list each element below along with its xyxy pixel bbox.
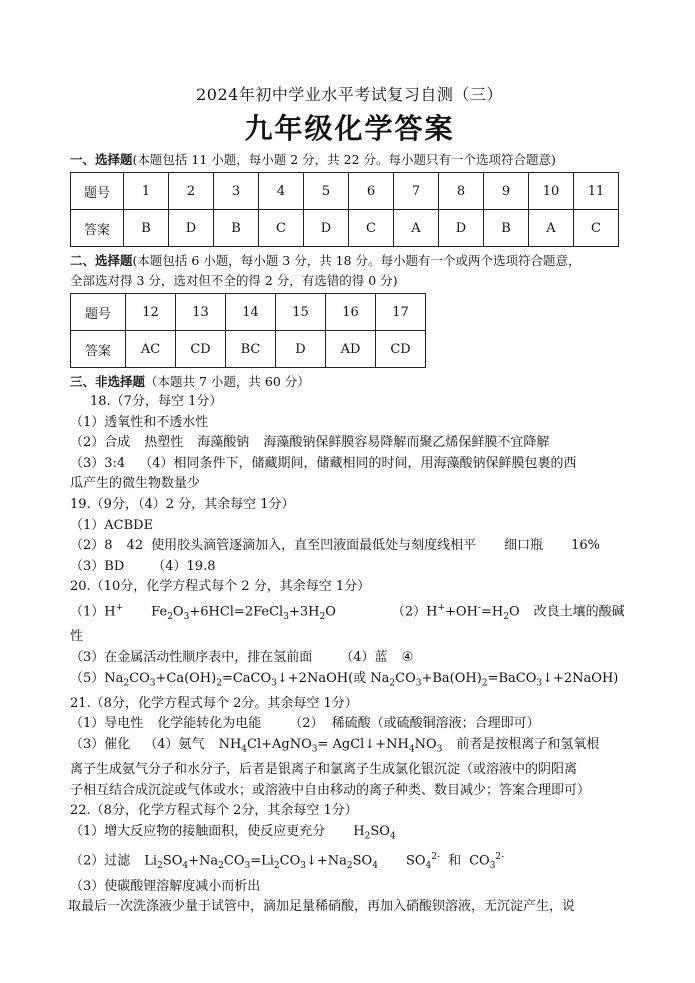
q19-line-1: （1）ACBDE (70, 517, 154, 533)
row-label-answer: 答案 (71, 210, 124, 247)
q21-formula: Cl+AgNO (247, 737, 312, 753)
q18-line-2 (70, 433, 629, 454)
section3-desc: （本题共 7 小题，共 60 分） (145, 374, 310, 389)
answer-cell: B (484, 210, 529, 247)
q22-line-3: （3）使碳酸锂溶解度减小而析出 (70, 878, 261, 894)
q22-formula: 4 (372, 861, 378, 872)
answer-cell: B (214, 210, 259, 247)
question-number: 1 (124, 173, 169, 210)
table-row (71, 210, 619, 247)
q20-answer: （3）在金属活动性顺序表中，排在氢前面 (70, 650, 313, 666)
q21-answer: （4）氨气 (144, 737, 205, 753)
answer-cell: CD (376, 331, 426, 368)
q22-formula: 2 (273, 861, 280, 872)
q22-formula: 3 (244, 861, 251, 872)
q20-formula: =BaCO (487, 670, 537, 686)
exam-title: 2024年初中学业水平考试复习自测（三） (196, 85, 503, 104)
q19-line-2 (70, 536, 629, 557)
q20-line-2: 性 (70, 629, 84, 645)
q22-formula: 2- (495, 852, 505, 863)
q21-answer: 化学能转化为电能 (157, 716, 262, 732)
q20-formula: 2 (123, 678, 130, 689)
question-number: 7 (394, 173, 439, 210)
q22-formula: 2 (346, 861, 353, 872)
q22-line-1 (70, 822, 629, 847)
q22-formula: =Li (250, 853, 274, 869)
q19-answer: 42 (126, 538, 144, 554)
q20-line-4 (70, 669, 629, 694)
q22-line-2 (70, 847, 629, 877)
table-row (71, 331, 426, 368)
q20-formula: 2 (167, 611, 173, 622)
q20-formula: =H (480, 604, 504, 620)
q20-title: 20.（10分，化学方程式每个 2 分，其余每空 1分） (70, 579, 371, 595)
q20-formula: 3 (536, 678, 543, 689)
q22-formula: SO (162, 853, 183, 869)
q20-formula: =CaCO (221, 670, 272, 686)
q20-formula: 2 (481, 678, 488, 689)
q21-answer: （3）催化 (70, 737, 131, 753)
answer-cell: C (259, 210, 304, 247)
q22-formula: SO (352, 853, 373, 869)
question-number: 14 (226, 294, 276, 331)
question-number: 3 (214, 173, 259, 210)
question-number: 17 (376, 294, 426, 331)
q20-formula: +6HCl=2FeCl (189, 604, 284, 620)
q20-formula: Fe (151, 604, 168, 620)
answer-cell: A (394, 210, 439, 247)
q20-formula: 3 (283, 611, 289, 622)
q22-formula: CO (279, 853, 301, 869)
answer-cell: AC (126, 331, 176, 368)
q20-label: （1） (70, 604, 105, 620)
q20-formula: 3 (149, 678, 156, 689)
q22-formula: 4 (182, 861, 189, 872)
section3-label: 三、非选择题 (70, 374, 146, 389)
answer-cell: A (529, 210, 574, 247)
q20-formula: + (437, 602, 446, 613)
section2-label: 二、选择题 (70, 253, 133, 268)
question-number: 13 (176, 294, 226, 331)
q20-formula: O (172, 604, 184, 620)
q21-answer: 稀硫酸（或硫酸铜溶液；合理即可） (331, 716, 540, 732)
q22-formula: Li (144, 853, 158, 869)
q20-formula: 2 (503, 611, 509, 622)
q21-answer: （2） (289, 716, 324, 732)
section2-desc-1: (本题包括 6 小题，每小题 3 分，共 18 分。每小题有一个或两个选项符合题意， (132, 253, 581, 268)
q20-formula: 2 (216, 678, 222, 689)
q21-line-4: 子相互结合成沉淀或气体或水；或溶液中自由移动的离子种类、数目减少；答案合理即可） (70, 782, 591, 798)
question-number: 12 (126, 294, 176, 331)
q18-answer: 热塑性 (144, 435, 184, 451)
q21-answer: 前者是按根离子和氢氧根 (456, 737, 600, 753)
question-number: 5 (304, 173, 349, 210)
table-row (71, 294, 426, 331)
question-number: 9 (484, 173, 529, 210)
q21-formula: 4 (408, 744, 415, 755)
q20-formula: ↓+2NaOH) (542, 670, 619, 686)
q20-formula: + (115, 602, 124, 613)
q22-answer: （1）增大反应物的接触面积，使反应更充分 (70, 823, 326, 839)
q18-title: 18.（7分，每空 1分） (90, 394, 223, 409)
q20-formula: 2 (319, 611, 326, 622)
answer-cell: C (574, 210, 619, 247)
answer-cell: D (304, 210, 349, 247)
q18-answer: （2）合成 (70, 435, 131, 451)
q22-formula: 2 (157, 861, 163, 872)
q19-answer: （2）8 (70, 538, 113, 554)
q18-line-1: （1）透氧性和不透水性 (70, 414, 209, 430)
q20-formula: H (104, 604, 116, 620)
q18-answer: （4）相同条件下，储藏期间，储藏相同的时间，用海藻酸钠保鲜膜包裹的西 (139, 455, 577, 471)
q20-formula: +3H (288, 604, 320, 620)
question-number: 2 (169, 173, 214, 210)
q22-formula: 2- (431, 852, 441, 863)
q19-answer: 16% (571, 538, 601, 554)
q22-answer: 和 (448, 853, 462, 869)
q20-formula: O (325, 604, 336, 620)
q19-answer: （4）19.8 (152, 558, 216, 574)
table-row (71, 173, 619, 210)
q21-formula: = AgCl↓+NH (317, 737, 409, 753)
q20-formula: O (508, 604, 520, 620)
q22-formula: CO (469, 853, 490, 869)
section1-label: 一、选择题 (70, 152, 133, 167)
answer-cell: CD (176, 331, 226, 368)
q20-formula: 3 (271, 678, 277, 689)
q21-formula: NH (218, 737, 242, 753)
q22-formula: CO (223, 853, 245, 869)
q20-formula: CO (129, 670, 150, 686)
q20-formula: ↓+2NaOH(或 Na (276, 670, 390, 686)
q21-line-3: 离子生成氨气分子和水分子，后者是银离子和氯离子生成氯化银沉淀（或溶液中的阴阳离 (70, 762, 578, 778)
q22-formula: 4 (389, 831, 396, 842)
q20-answer: ④ (401, 650, 414, 666)
answer-cell: D (169, 210, 214, 247)
answer-title: 九年级化学答案 (244, 112, 455, 145)
question-number: 6 (349, 173, 394, 210)
section2-desc-2: 全部选对得 3 分，选对但不全的得 2 分，有选错的得 0 分) (70, 273, 398, 288)
q18-answer: （3）3:4 (70, 455, 126, 471)
section3-heading (70, 372, 629, 392)
q22-answer: （2）过滤 (70, 853, 131, 869)
question-number: 8 (439, 173, 484, 210)
answer-cell: AD (326, 331, 376, 368)
q18-answer: 海藻酸钠保鲜膜容易降解而聚乙烯保鲜膜不宜降解 (263, 435, 550, 451)
q22-title: 22.（8分，化学方程式每个 2分，其余每空 1分） (70, 803, 358, 819)
answer-cell: BC (226, 331, 276, 368)
section1-heading (70, 150, 629, 170)
q21-answer: （1）导电性 (70, 716, 144, 732)
question-number: 15 (276, 294, 326, 331)
q21-formula: 3 (436, 744, 443, 755)
section2-heading (70, 251, 629, 271)
q22-formula: 3 (300, 861, 306, 872)
q22-formula: SO (405, 853, 426, 869)
answer-cell: D (439, 210, 484, 247)
q22-formula: H (353, 823, 365, 839)
q19-answer: （3）BD (70, 558, 125, 574)
q20-formula: 3 (183, 611, 190, 622)
q20-formula: +Ca(OH) (155, 670, 217, 686)
question-number: 4 (259, 173, 304, 210)
q22-formula: ↓+Na (306, 853, 347, 869)
q20-formula: （2）H (391, 604, 438, 620)
q20-formula: +OH (445, 604, 478, 620)
question-number: 16 (326, 294, 376, 331)
section1-desc: (本题包括 11 小题，每小题 2 分，共 22 分。每小题只有一个选项符合题意) (132, 152, 556, 167)
answer-cell: C (349, 210, 394, 247)
q19-answer: 使用胶头滴管逐滴加入，直至凹液面最低处与刻度线相平 (151, 538, 477, 554)
q18-answer: 海藻酸钠 (197, 435, 250, 451)
q20-line-3 (70, 648, 629, 669)
answer-cell: B (124, 210, 169, 247)
q22-formula: 3 (489, 861, 496, 872)
q20-answer: （4）蓝 (340, 650, 388, 666)
q21-formula: 3 (311, 744, 318, 755)
section2-answer-table (70, 293, 426, 368)
q22-formula: SO (370, 823, 390, 839)
question-number: 11 (574, 173, 619, 210)
q20-formula: CO (395, 670, 416, 686)
question-number: 10 (529, 173, 574, 210)
row-label-answer: 答案 (71, 331, 126, 368)
q19-answer: 细口瓶 (504, 538, 544, 554)
q21-formula: 4 (241, 744, 248, 755)
answer-cell: D (276, 331, 326, 368)
q21-line-2 (70, 735, 629, 760)
q19-line-3 (70, 557, 629, 578)
q21-line-1 (70, 714, 629, 735)
q22-formula: 2 (364, 831, 371, 842)
q18-line-4: 瓜产生的微生物数量少 (70, 476, 201, 492)
q22-formula: 2 (218, 861, 224, 872)
q18-line-3 (70, 454, 629, 475)
q20-formula: 3 (415, 678, 422, 689)
row-label-question: 题号 (71, 173, 124, 210)
q22-formula: +Na (188, 853, 219, 869)
q20-answer: 改良土壤的酸碱 (533, 604, 625, 620)
section1-answer-table (70, 172, 619, 247)
row-label-question: 题号 (71, 294, 126, 331)
q19-title: 19.（9分，（4）2 分，其余每空 1分） (70, 496, 295, 512)
q22-formula: 4 (425, 861, 432, 872)
q20-formula: +Ba(OH) (421, 670, 482, 686)
q21-title: 21.（8分，化学方程式每个 2分。其余每空 1分） (70, 695, 358, 711)
q20-line-1 (70, 598, 629, 628)
q22-line-4: 取最后一次洗涤液少量于试管中，滴加足量稀硝酸，再加入硝酸钡溶液，无沉淀产生，说 (68, 899, 576, 915)
q21-formula: NO (414, 737, 437, 753)
q20-formula: 2 (389, 678, 396, 689)
q20-formula: - (477, 602, 481, 613)
q20-formula: （5）Na (70, 670, 124, 686)
